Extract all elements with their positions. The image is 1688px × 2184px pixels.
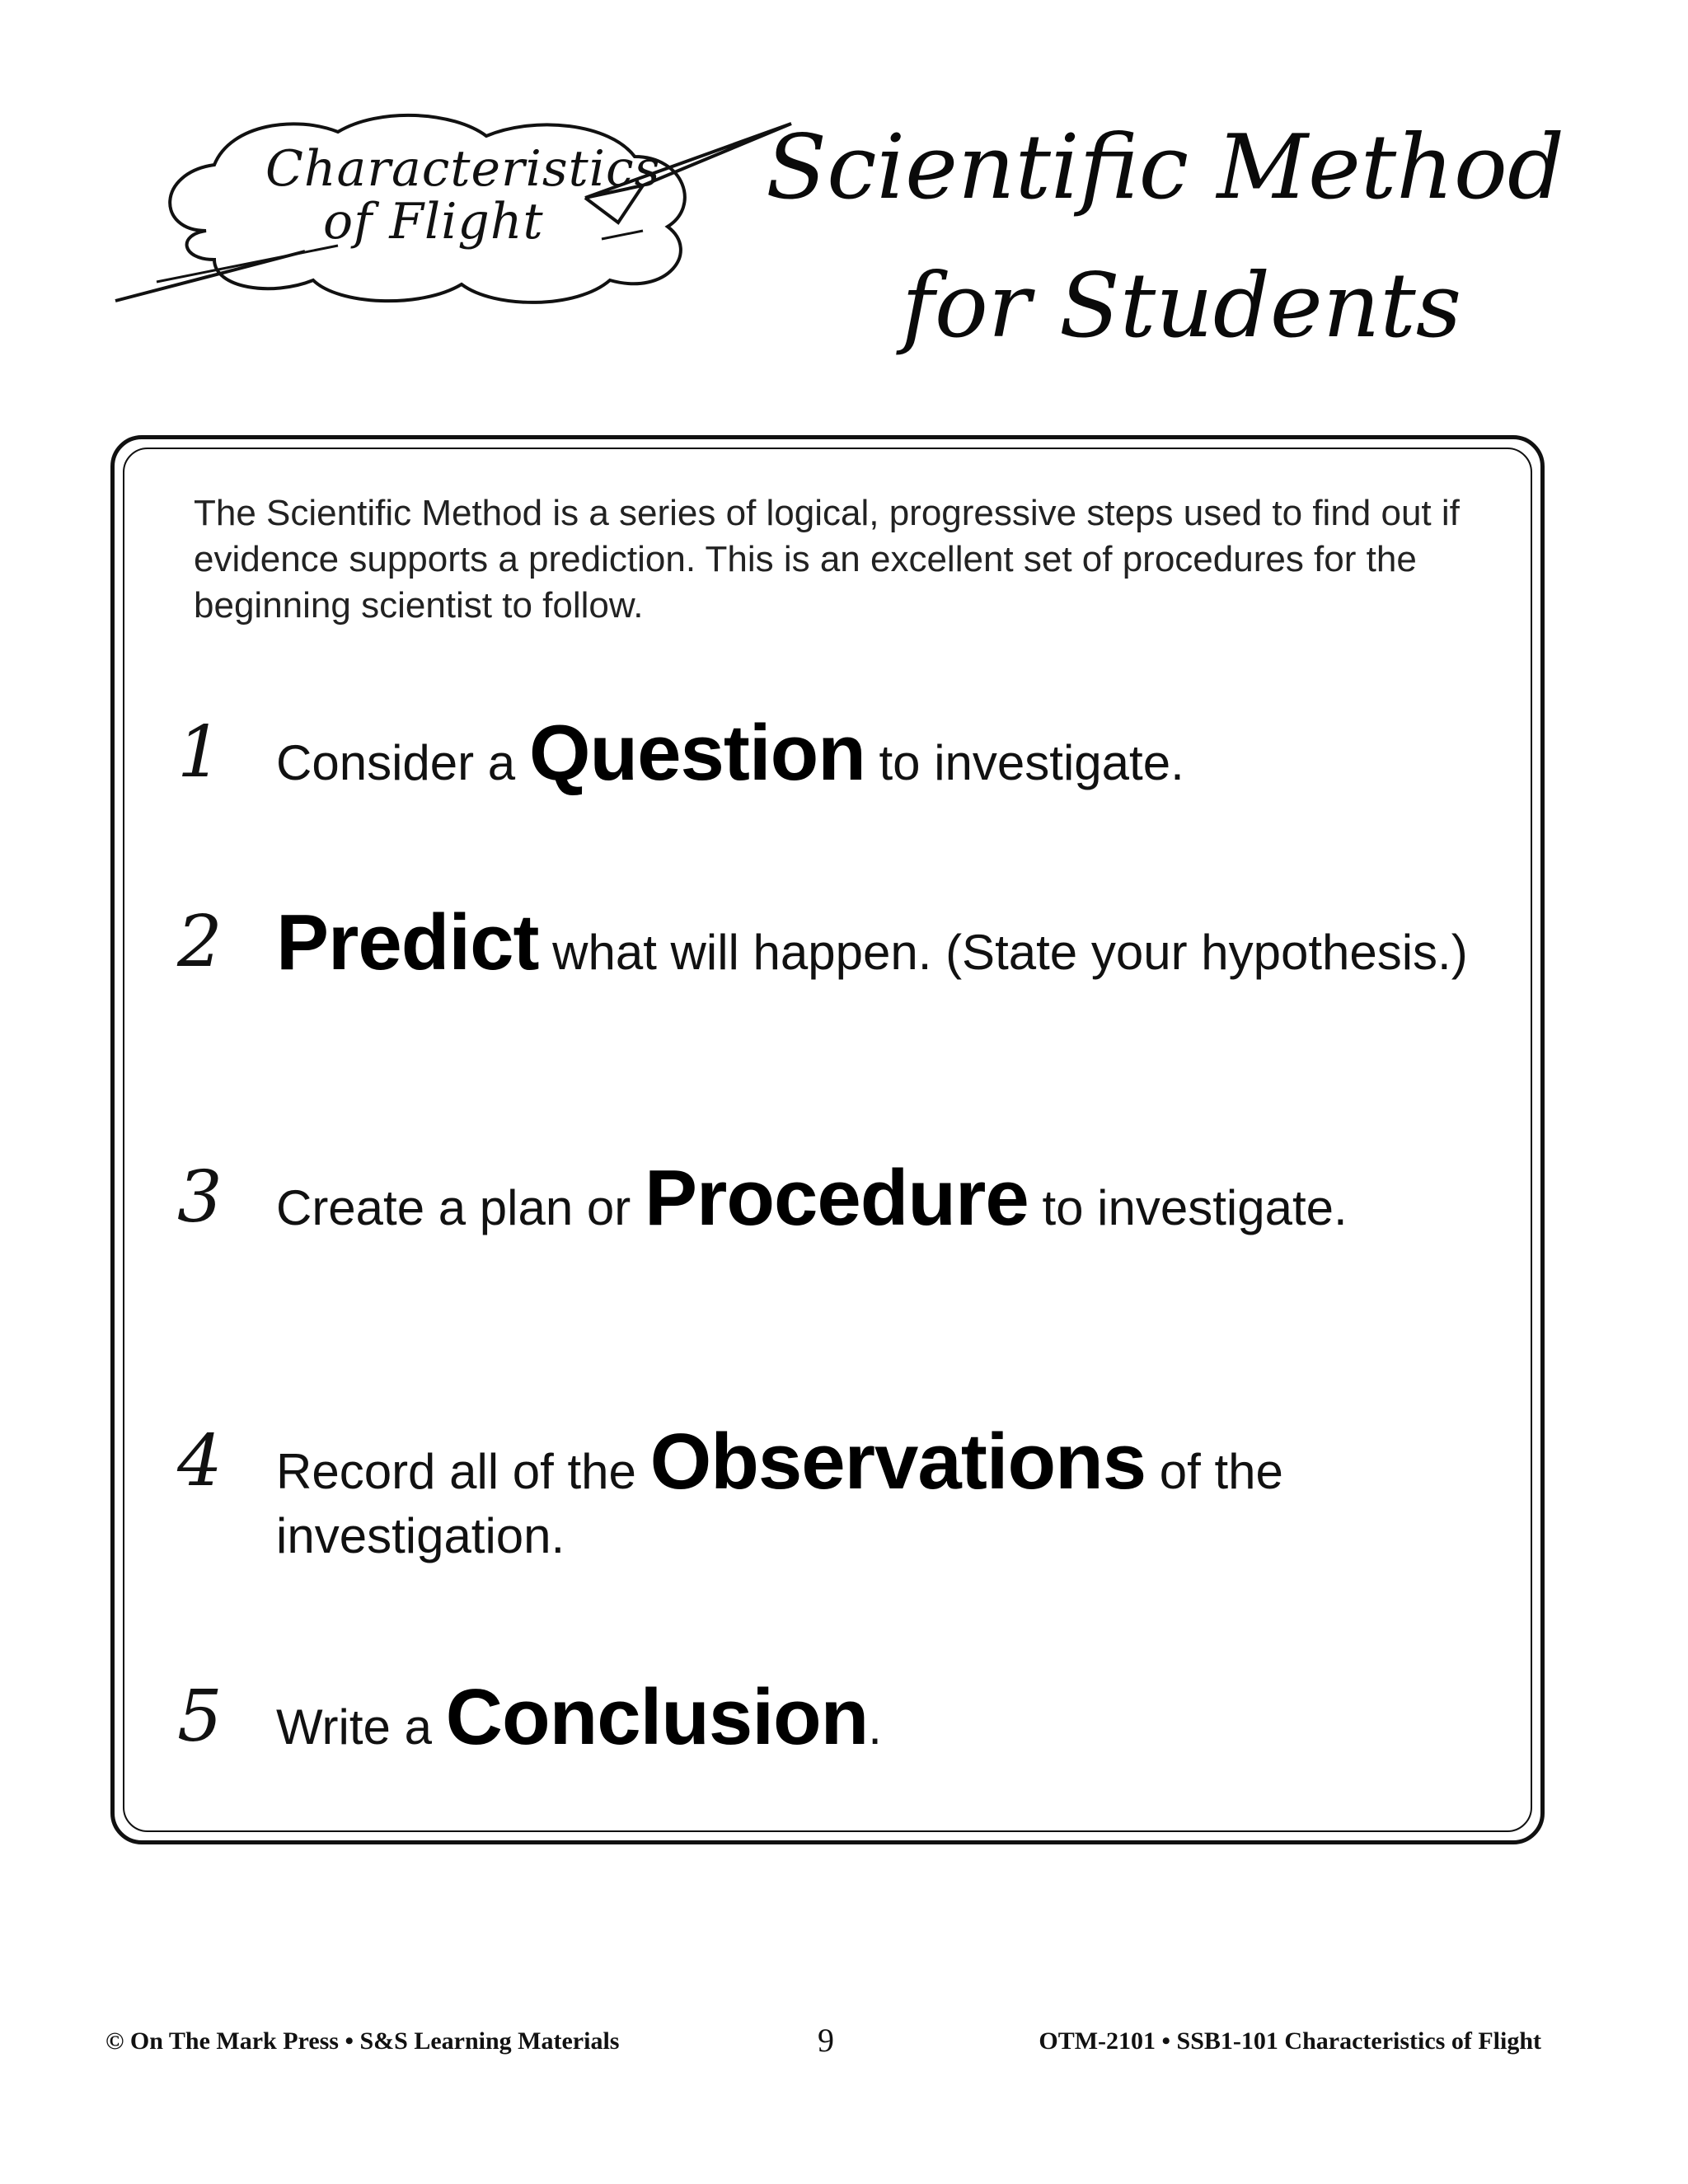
step-text [276,1154,1512,1242]
page-title-line1: Scientific Method [766,116,1564,219]
step-number: 5 [177,1675,223,1758]
step-text-before: Write a [276,1699,446,1755]
page-title [766,99,1564,376]
footer-copyright: © On The Mark Press • S&S Learning Materials [106,2027,620,2055]
logo-text-line2: of Flight [323,193,544,251]
characteristics-of-flight-logo [107,107,816,321]
page-title-line2: for Students [901,255,1462,358]
step-text [276,1418,1512,1568]
step-keyword: Question [528,709,865,797]
step-text-before: Create a plan or [276,1180,645,1235]
step-keyword: Conclusion [445,1673,869,1761]
step-text-before: Record all of the [276,1444,650,1499]
step-number: 4 [177,1420,223,1502]
step-keyword: Observations [649,1418,1146,1506]
step-number: 3 [177,1156,223,1239]
step-keyword: Procedure [644,1154,1029,1242]
intro-paragraph: The Scientific Method is a series of logical, progressive steps used to find out if evidence supports a prediction. This is an excellent set of procedures for the beginning scientist to follow. [194,493,1460,626]
step-text [276,709,1512,797]
step-number: 2 [177,901,223,983]
step-keyword: Predict [276,898,539,987]
step-text-after: of the investigation. [276,1444,1283,1563]
step-text [276,898,1512,987]
step-text-after: to investigate. [1028,1180,1348,1235]
logo-text-line1: Characteristics [265,140,661,198]
step-text-after: what will happen. (State your hypothesis.) [538,925,1468,980]
page-number: 9 [818,2022,834,2059]
step-text-before: Consider a [276,735,529,790]
content-frame [110,435,1545,1844]
step-text-after: . [868,1699,882,1755]
step-text [276,1673,1512,1761]
step-number: 1 [177,711,223,794]
step-text-after: to investigate. [865,735,1184,790]
footer-series: OTM-2101 • SSB1-101 Characteristics of Flight [1039,2027,1541,2055]
